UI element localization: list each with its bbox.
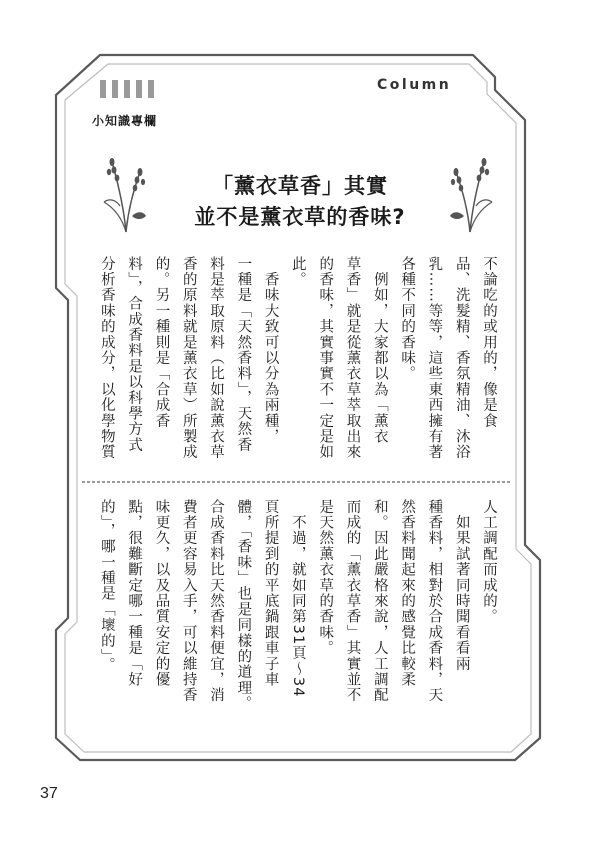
column-header: Column <box>377 77 452 93</box>
body-text-lower: 人工調配而成的。 如果試著同時聞看看兩 種香料，相對於合成香料，天 然香料聞起來的感覺比較柔 和。因此嚴格來說，人工調配 而成的「薰衣草香」其實並不 是天然薰衣草的香味。 不過，就如同第31頁～34 頁所提到的平底鍋跟車子車 體，「香味」也是同樣的道理。 合成香料比天然香料便宜，消 費者更容易入手，可以維持香 味更久，以及品質安定的優 點，很難斷定哪一種是「好 的」，哪一種是「壞的」。 <box>98 499 497 712</box>
page-number: 37 <box>40 785 58 802</box>
column-category-label: 小知識專欄 <box>92 114 158 128</box>
column-title-line-1: 「薰衣草香」其實 <box>212 174 388 198</box>
column-title-line-2: 並不是薰衣草的香味? <box>194 205 406 229</box>
header-stripes-icon <box>100 80 154 98</box>
body-text-upper: 不論吃的或用的，像是食 品、洗髮精、香氛精油、沐浴 乳……等等，這些東西擁有著 各種不同的香味。 例如，大家都以為「薰衣 草香」就是從薰衣草萃取出來 的香味，其實事實不一定是如 此。 香味大致可以分為兩種， 一種是「天然香料」，天然香 料是萃取原料（比如說薰衣草 香的原料就是薰衣草）所製成 的。另一種則是「合成香 料」，合成香料是以科學方式 分析香味的成分，以化學物質 <box>98 256 497 461</box>
